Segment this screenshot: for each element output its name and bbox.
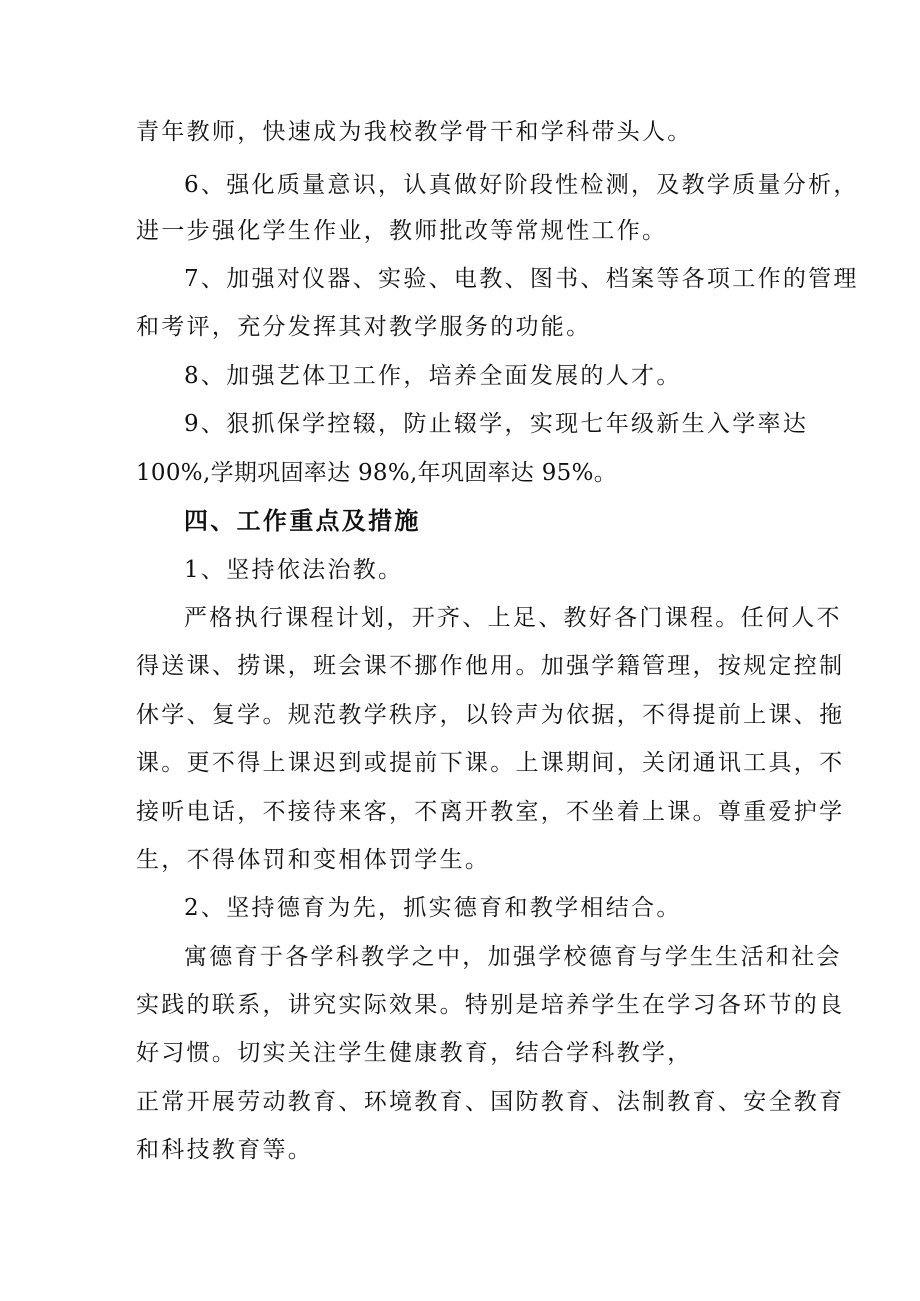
text-line: 7、加强对仪器、实验、电教、图书、档案等各项工作的管理 <box>184 266 859 292</box>
text-line: 6、强化质量意识，认真做好阶段性检测，及教学质量分析， <box>184 172 859 198</box>
text-line: 2、坚持德育为先，抓实德育和教学相结合。 <box>184 895 682 921</box>
text-line: 1、坚持依法治教。 <box>184 557 404 583</box>
text-line: 严格执行课程计划，开齐、上足、教好各门课程。任何人不 <box>184 605 842 631</box>
text-line: 青年教师，快速成为我校教学骨干和学科带头人。 <box>136 119 693 145</box>
text-line: 8、加强艺体卫工作，培养全面发展的人才。 <box>184 363 682 389</box>
section-heading: 四、工作重点及措施 <box>184 506 421 535</box>
text-line: 生，不得体罚和变相体罚学生。 <box>136 847 491 873</box>
text-line: 寓德育于各学科教学之中，加强学校德育与学生生活和社会 <box>184 944 842 970</box>
text-line: 和考评，充分发挥其对教学服务的功能。 <box>136 314 592 340</box>
text-line: 休学、复学。规范教学秩序，以铃声为依据，不得提前上课、拖 <box>136 702 845 728</box>
text-line: 接听电话，不接待来客，不离开教室，不坐着上课。尊重爱护学 <box>136 799 845 825</box>
text-line: 100%,学期巩固率达 98%,年巩固率达 95%。 <box>136 460 618 486</box>
text-line: 和科技教育等。 <box>136 1137 314 1163</box>
text-line: 得送课、捞课，班会课不挪作他用。加强学籍管理，按规定控制 <box>136 653 845 679</box>
text-line: 实践的联系，讲究实际效果。特别是培养学生在学习各环节的良 <box>136 992 845 1018</box>
text-line: 9、狠抓保学控辍，防止辍学，实现七年级新生入学率达 <box>184 411 809 437</box>
text-line: 课。更不得上课迟到或提前下课。上课期间，关闭通讯工具，不 <box>136 750 845 776</box>
text-line: 好习惯。切实关注学生健康教育，结合学科教学， <box>136 1040 693 1066</box>
text-line: 进一步强化学生作业，教师批改等常规性工作。 <box>136 218 668 244</box>
text-line: 正常开展劳动教育、环境教育、国防教育、法制教育、安全教育 <box>136 1089 845 1115</box>
